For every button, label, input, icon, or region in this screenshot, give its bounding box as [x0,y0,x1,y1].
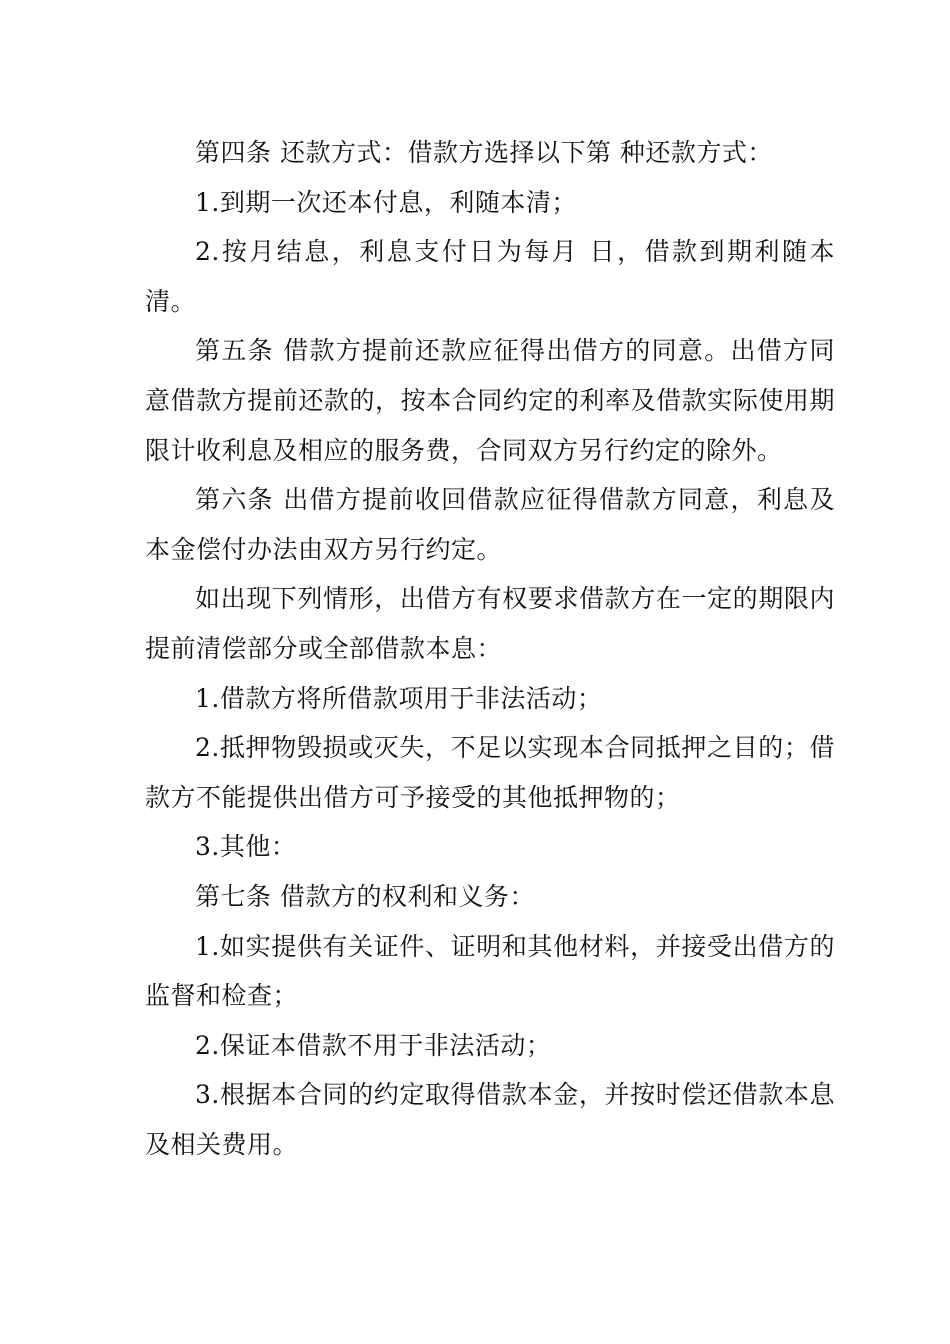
repayment-option-1: 1.到期一次还本付息，利随本清； [195,187,577,217]
clause-4-repayment-method: 第四条 还款方式：借款方选择以下第 种还款方式： [195,138,773,167]
condition-1: 1.借款方将所借款项用于非法活动； [195,683,603,713]
document-body [145,128,835,1169]
repayment-option-2: 2.按月结息，利息支付日为每月 日，借款到期利随本清。 [145,237,835,316]
clause-6-early-recall: 第六条 出借方提前收回借款应征得借款方同意，利息及本金偿付办法由双方另行约定。 [145,485,835,564]
borrower-duty-1: 1.如实提供有关证件、证明和其他材料，并接受出借方的监督和检查； [145,931,835,1011]
borrower-duty-3: 3.根据本合同的约定取得借款本金，并按时偿还借款本息及相关费用。 [145,1080,835,1159]
clause-5-early-repayment: 第五条 借款方提前还款应征得出借方的同意。出借方同意借款方提前还款的，按本合同约定的利率及借款实际使用期限计收利息及相应的服务费，合同双方另行约定的除外。 [145,336,835,465]
condition-3: 3.其他： [195,832,297,862]
borrower-duty-2: 2.保证本借款不用于非法活动； [195,1030,552,1060]
condition-2: 2.抵押物毁损或灭失，不足以实现本合同抵押之目的；借款方不能提供出借方可予接受的其他抵押物的； [145,733,835,812]
clause-7-borrower-rights: 第七条 借款方的权利和义务： [195,881,535,911]
early-recall-conditions: 如出现下列情形，出借方有权要求借款方在一定的期限内提前清偿部分或全部借款本息： [145,584,835,663]
